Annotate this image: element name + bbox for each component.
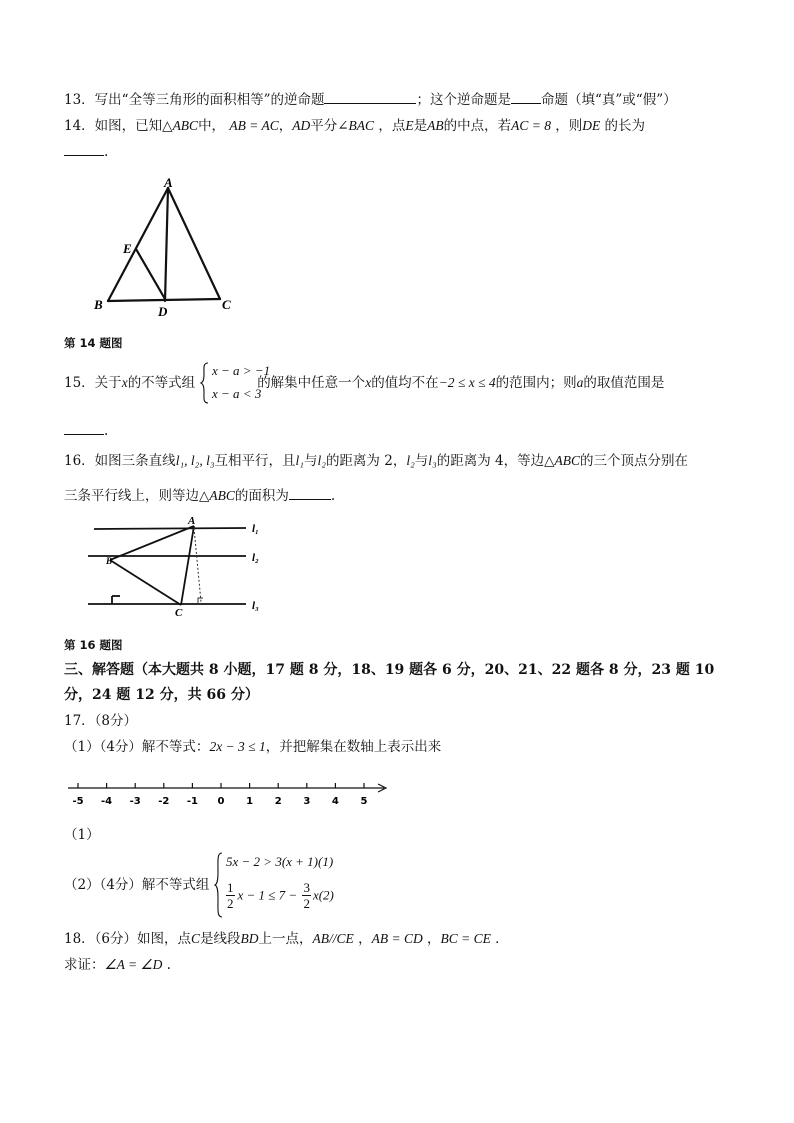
q17-frac-2-den: 2 (303, 896, 310, 911)
q16-abc2: ABC (209, 488, 235, 503)
number-line-tick-label: -1 (186, 796, 198, 807)
q18-text-b: 是线段 (200, 931, 241, 947)
q15-x: x (121, 375, 128, 390)
q18-cond-2: AB = CD (371, 931, 423, 946)
number-line-tick-label: -3 (129, 796, 141, 807)
q18-cond-1: AB//CE (312, 931, 354, 946)
q17-frac-1 (226, 880, 235, 911)
q15-ineq-2: x − a < 3 (212, 386, 262, 401)
q14-text-e: ，点 (378, 118, 406, 134)
fig14-label-b: B (94, 297, 103, 312)
fig14-segment-ad (165, 188, 168, 301)
q17-eq-2-text-a: x − 1 ≤ 7 − (237, 887, 298, 903)
q14-text-b: 中， (198, 118, 226, 134)
q18-c: C (191, 931, 201, 946)
fig16-label-b: B (106, 556, 113, 566)
q18-text-c: 上一点， (258, 931, 313, 947)
fig16-label-l3: l₃ (252, 600, 259, 612)
q17-frac-2 (302, 880, 311, 911)
q15-range: −2 ≤ x ≤ 4 (438, 375, 496, 390)
fig14-segment-de (136, 249, 165, 299)
number-line-tick-label: 4 (331, 796, 339, 807)
q16-text-b: 互相平行，且 (214, 453, 296, 469)
q15-a: a (576, 375, 584, 390)
q15-answer-line (64, 422, 108, 440)
q17-eq-2-text-b: x(2) (312, 887, 334, 903)
q13-blank-2 (511, 91, 541, 104)
q18-prove-text: 求证： (64, 957, 105, 973)
q17-frac-1-den: 2 (227, 896, 234, 911)
q15-text-d: 的值均不在 (371, 375, 439, 391)
q17-part-1 (64, 738, 441, 756)
q17-p1-text-b: ，并把解集在数轴上表示出来 (265, 739, 442, 755)
q15-end: . (104, 423, 109, 439)
number-line-tick-label: -5 (72, 796, 84, 807)
fig14-side-ab (108, 188, 168, 301)
question-18 (64, 930, 509, 948)
number-line-tick-label: 5 (360, 796, 368, 807)
fig16-side-bc (110, 560, 181, 605)
q16-end: . (330, 488, 336, 504)
number-line-tick-label: 0 (217, 796, 225, 807)
q14-bac: BAC (348, 118, 375, 133)
q16-text-d: 的距离为 2， (325, 453, 407, 469)
q17-frac-1-num: 1 (227, 880, 234, 895)
fig16-label-l1: l₁ (252, 523, 259, 535)
q14-cond-1: AB = AC (229, 118, 279, 133)
question-13 (64, 91, 677, 109)
fig16-dotted-altitude (194, 528, 201, 602)
q14-text-c: ， (278, 118, 293, 134)
q16-l1: l₁ (295, 453, 304, 468)
q18-prove-statement: ∠A = ∠D (104, 957, 163, 972)
q16-text-e: 与 (414, 453, 429, 469)
q14-ab: AB (427, 118, 444, 133)
q14-text-a: 14．如图，已知△ (64, 118, 173, 134)
q14-e: E (405, 118, 414, 133)
q15-text-e: 的范围内；则 (495, 375, 577, 391)
q14-text-f: 是 (413, 118, 428, 134)
fig14-label-c: C (222, 297, 231, 312)
fig14-label-a: A (164, 175, 173, 190)
q16-text-f: 的距离为 4，等边△ (436, 453, 555, 469)
q14-cond-2: AD (292, 118, 311, 133)
caption-16: 第 16 题图 (64, 638, 123, 652)
q18-prove-end: . (166, 957, 171, 973)
q16-text-c: 与 (303, 453, 318, 469)
q13-text-b: ；这个逆命题是 (416, 92, 511, 108)
q17-title: 17．（8分） (64, 713, 138, 729)
fig16-label-l2: l₂ (252, 552, 259, 564)
q15-text-b: 的不等式组 (127, 375, 196, 391)
fig16-side-ac (181, 526, 194, 605)
q17-p2-text: （2）（4分）解不等式组 (64, 877, 210, 893)
q18-text-e: ， (427, 931, 441, 947)
q13-blank-1 (324, 91, 416, 104)
fig14-label-d: D (158, 304, 168, 319)
q16-lines: l₁, l₂, l₃ (175, 453, 215, 468)
q14-end: . (104, 144, 109, 160)
fig16-side-ab (110, 526, 194, 560)
number-line-tick-label: 3 (303, 796, 311, 807)
caption-14: 第 14 题图 (64, 336, 123, 350)
section-3-heading-2: 分，24 题 12 分，共 66 分） (64, 687, 259, 703)
fig16-line-l1 (94, 528, 246, 529)
q17-p1-ineq: 2x − 3 ≤ 1 (209, 739, 266, 754)
q15-ineq-1: x − a > −1 (212, 363, 271, 378)
number-line-tick-label: 2 (274, 796, 282, 807)
q14-abc: ABC (172, 118, 199, 133)
q14-cond-3: AC = 8 (511, 118, 551, 133)
q15-text-c: 的解集中任意一个 (257, 375, 366, 391)
fig16-label-a: A (188, 515, 196, 527)
q18-bd: BD (240, 931, 259, 946)
figure-16 (84, 512, 274, 622)
q18-text-d: ， (358, 931, 372, 947)
fig14-label-e: E (123, 241, 132, 256)
q18-cond-3: BC = CE (440, 931, 491, 946)
q13-text-c: 命题（填“真”或“假”） (540, 92, 677, 108)
number-line-tick-label: -4 (101, 796, 113, 807)
q18-prove (64, 956, 171, 974)
q17-brace (214, 852, 224, 918)
q16-l2: l₂ (317, 453, 326, 468)
question-15: 15．关于x的不等式组 的解集中任意一个x的值均不在−2 ≤ x ≤ 4的范围内；则a的取值范围是 (64, 375, 665, 391)
number-line-tick-label: 1 (246, 796, 254, 807)
q15-text-f: 的取值范围是 (583, 375, 665, 391)
q18-end: ． (495, 931, 509, 947)
q17-frac-2-num: 3 (303, 880, 310, 895)
question-14 (64, 117, 645, 135)
q16-abc: ABC (554, 453, 580, 468)
number-line-tick-label: -2 (158, 796, 170, 807)
q16-line2-b: 的面积为 (234, 488, 289, 504)
fig16-label-c: C (175, 607, 183, 619)
question-16 (64, 452, 688, 470)
q14-answer-line (64, 143, 108, 161)
q14-text-h: ，则 (555, 118, 583, 134)
q14-blank (64, 143, 104, 156)
q14-text-i: 的长为 (604, 118, 646, 134)
number-line (66, 778, 396, 808)
q16-text-a: 16．如图三条直线 (64, 453, 176, 469)
q18-text-a: 18．（6分）如图，点 (64, 931, 192, 947)
q14-text-g: 的中点，若 (443, 118, 512, 134)
question-16-line-2 (64, 487, 335, 505)
q17-eq-2 (226, 880, 334, 916)
q17-eq-1: 5x − 2 > 3(x + 1)(1) (226, 854, 334, 869)
q15-blank (64, 422, 104, 435)
q15-brace (200, 362, 210, 404)
fig14-side-ac (168, 188, 220, 299)
q16-l3: l₃ (428, 453, 437, 468)
q16-line2-a: 三条平行线上，则等边△ (64, 488, 210, 504)
q14-text-d: 平分∠ (310, 118, 349, 134)
q17-part-2 (64, 876, 209, 894)
q13-text-a: 13．写出“全等三角形的面积相等”的逆命题 (64, 92, 325, 108)
q16-text-g: 的三个顶点分别在 (580, 453, 688, 469)
q16-blank (289, 487, 331, 500)
figure-14 (90, 175, 250, 325)
q15-text-a: 15．关于 (64, 375, 122, 391)
q17-p1-text-a: （1）（4分）解不等式： (64, 739, 210, 755)
q16-l2b: l₂ (406, 453, 415, 468)
section-3-heading: 三、解答题（本大题共 8 小题，17 题 8 分，18、19 题各 6 分，20、21、22 题各 8 分，23 题 10 (64, 662, 715, 678)
q14-de: DE (582, 118, 601, 133)
q17-p1-label: （1） (64, 827, 100, 843)
